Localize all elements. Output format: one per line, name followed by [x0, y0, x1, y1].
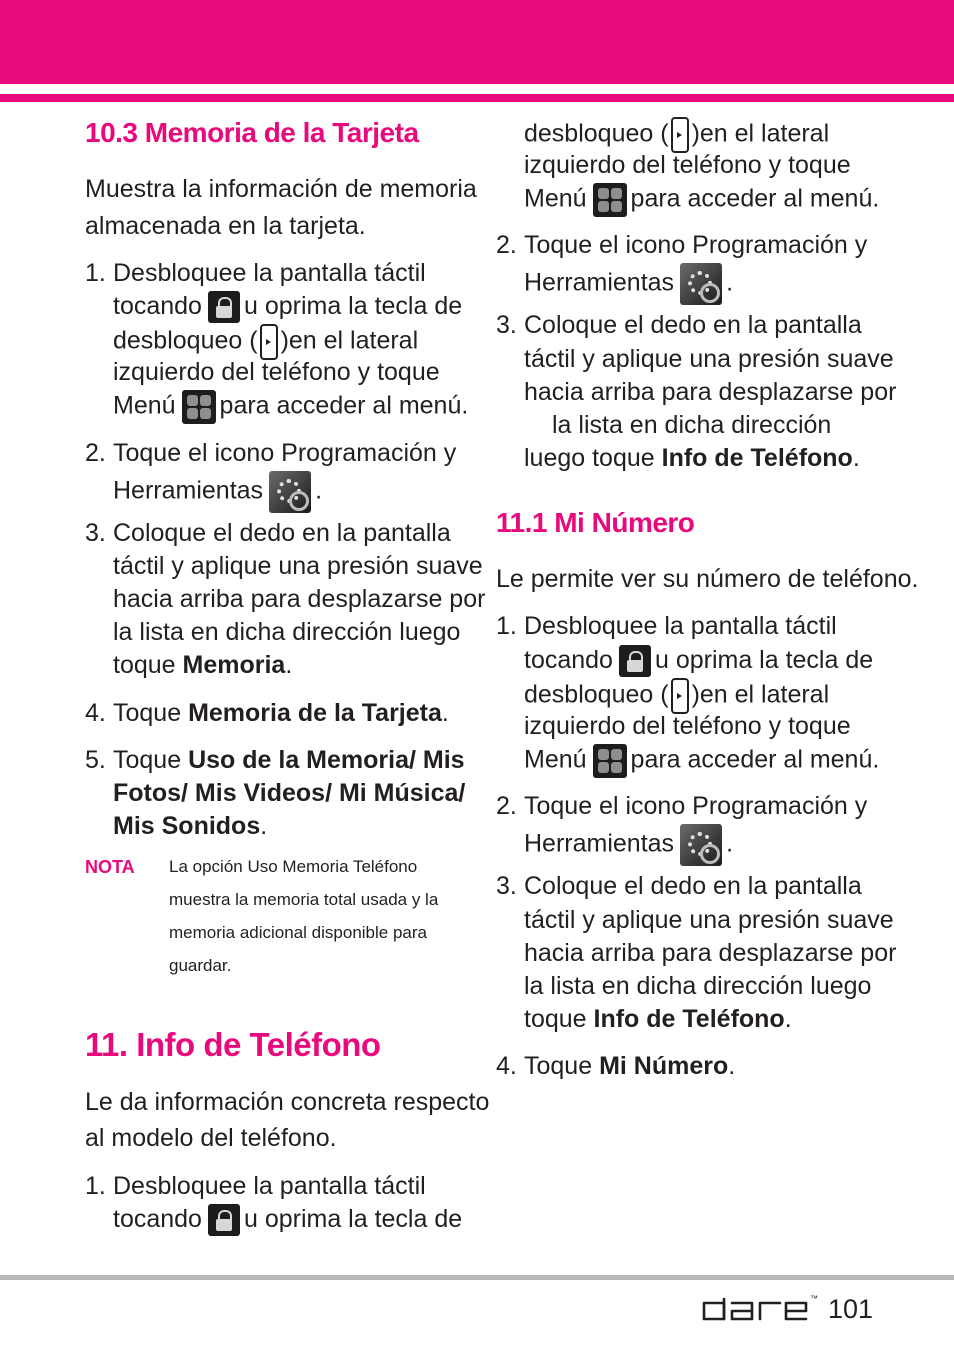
- step-text: Desbloquee la pantalla táctil: [113, 1172, 426, 1200]
- lock-icon: [208, 291, 240, 323]
- step-text: hacia arriba para desplazarse por: [524, 378, 897, 406]
- step-text: desbloqueo ( )en el lateral: [113, 324, 418, 360]
- step-text: Menú para acceder al menú.: [524, 744, 879, 778]
- menu-icon: [182, 390, 216, 424]
- step-number: 1.: [85, 1172, 106, 1200]
- step-text: Menú para acceder al menú.: [524, 183, 879, 217]
- step-text: Toque el icono Programación y: [524, 231, 868, 259]
- step-text: Herramientas .: [524, 263, 733, 305]
- step-number: 1.: [85, 259, 106, 287]
- paragraph: Le permite ver su número de teléfono.: [496, 565, 919, 593]
- step-text: Desbloquee la pantalla táctil: [113, 259, 426, 287]
- step-text: Toque el icono Programación y: [113, 439, 457, 467]
- step-number: 2.: [496, 231, 517, 259]
- step-text: Toque Mi Número.: [524, 1052, 736, 1080]
- step-text: izquierdo del teléfono y toque: [524, 712, 851, 740]
- settings-tools-icon: [680, 824, 722, 866]
- step-text: tocando u oprima la tecla de: [113, 1204, 462, 1236]
- step-text: la lista en dicha dirección luego: [524, 972, 872, 1000]
- step-text: toque Memoria.: [113, 651, 293, 679]
- step-text: desbloqueo ( )en el lateral: [524, 678, 829, 714]
- step-text: tocando u oprima la tecla de: [113, 291, 462, 323]
- step-number: 3.: [496, 872, 517, 900]
- step-text: táctil y aplique una presión suave: [524, 345, 894, 373]
- menu-icon: [593, 183, 627, 217]
- page-number: 101: [828, 1294, 874, 1324]
- step-number: 2.: [85, 439, 106, 467]
- header-band: [0, 0, 954, 84]
- menu-icon: [593, 744, 627, 778]
- step-text: hacia arriba para desplazarse por: [524, 939, 897, 967]
- step-number: 5.: [85, 746, 106, 774]
- step-number: 2.: [496, 792, 517, 820]
- step-text: Toque Memoria de la Tarjeta.: [113, 699, 449, 727]
- step-text: Toque Uso de la Memoria/ Mis: [113, 746, 465, 774]
- settings-tools-icon: [680, 263, 722, 305]
- step-text: desbloqueo ( )en el lateral: [524, 117, 829, 153]
- unlock-key-icon: [260, 324, 278, 360]
- paragraph: Le da información concreta respecto: [85, 1088, 490, 1116]
- paragraph: al modelo del teléfono.: [85, 1124, 337, 1152]
- heading-info-telefono: 11. Info de Teléfono: [85, 1026, 381, 1063]
- footer-rule: [0, 1275, 954, 1280]
- step-text: Toque el icono Programación y: [524, 792, 868, 820]
- step-text: luego toque Info de Teléfono.: [524, 444, 860, 472]
- note-text: La opción Uso Memoria Teléfono muestra la memoria total usada y la memoria adicional disponible para guardar.: [169, 857, 439, 975]
- paragraph: almacenada en la tarjeta.: [85, 212, 366, 240]
- step-number: 3.: [85, 519, 106, 547]
- step-text: Herramientas .: [113, 471, 322, 513]
- step-text: Herramientas .: [524, 824, 733, 866]
- paragraph: Muestra la información de memoria: [85, 175, 477, 203]
- step-text: Coloque el dedo en la pantalla: [524, 872, 862, 900]
- step-text: la lista en dicha dirección luego: [113, 618, 461, 646]
- svg-text:™: ™: [810, 1294, 818, 1303]
- dare-logo: [700, 1291, 820, 1327]
- step-number: 3.: [496, 311, 517, 339]
- step-text: táctil y aplique una presión suave: [113, 552, 483, 580]
- step-text: la lista en dicha dirección: [552, 411, 832, 439]
- step-text: izquierdo del teléfono y toque: [524, 151, 851, 179]
- step-text: hacia arriba para desplazarse por: [113, 585, 486, 613]
- step-text: Fotos/ Mis Videos/ Mi Música/: [113, 779, 466, 807]
- step-number: 1.: [496, 612, 517, 640]
- step-number: 4.: [85, 699, 106, 727]
- settings-tools-icon: [269, 471, 311, 513]
- heading-mi-numero: 11.1 Mi Número: [496, 507, 695, 538]
- heading-memoria-tarjeta: 10.3 Memoria de la Tarjeta: [85, 117, 419, 148]
- step-number: 4.: [496, 1052, 517, 1080]
- lock-icon: [208, 1204, 240, 1236]
- step-text: Menú para acceder al menú.: [113, 390, 468, 424]
- unlock-key-icon: [671, 117, 689, 153]
- step-text: Mis Sonidos.: [113, 812, 268, 840]
- step-text: izquierdo del teléfono y toque: [113, 358, 440, 386]
- step-text: toque Info de Teléfono.: [524, 1005, 792, 1033]
- step-text: Coloque el dedo en la pantalla: [524, 311, 862, 339]
- note-label: NOTA: [85, 857, 135, 877]
- step-text: tocando u oprima la tecla de: [524, 645, 873, 677]
- lock-icon: [619, 645, 651, 677]
- step-text: táctil y aplique una presión suave: [524, 906, 894, 934]
- step-text: Coloque el dedo en la pantalla: [113, 519, 451, 547]
- unlock-key-icon: [671, 678, 689, 714]
- step-text: Desbloquee la pantalla táctil: [524, 612, 837, 640]
- header-rule: [0, 94, 954, 102]
